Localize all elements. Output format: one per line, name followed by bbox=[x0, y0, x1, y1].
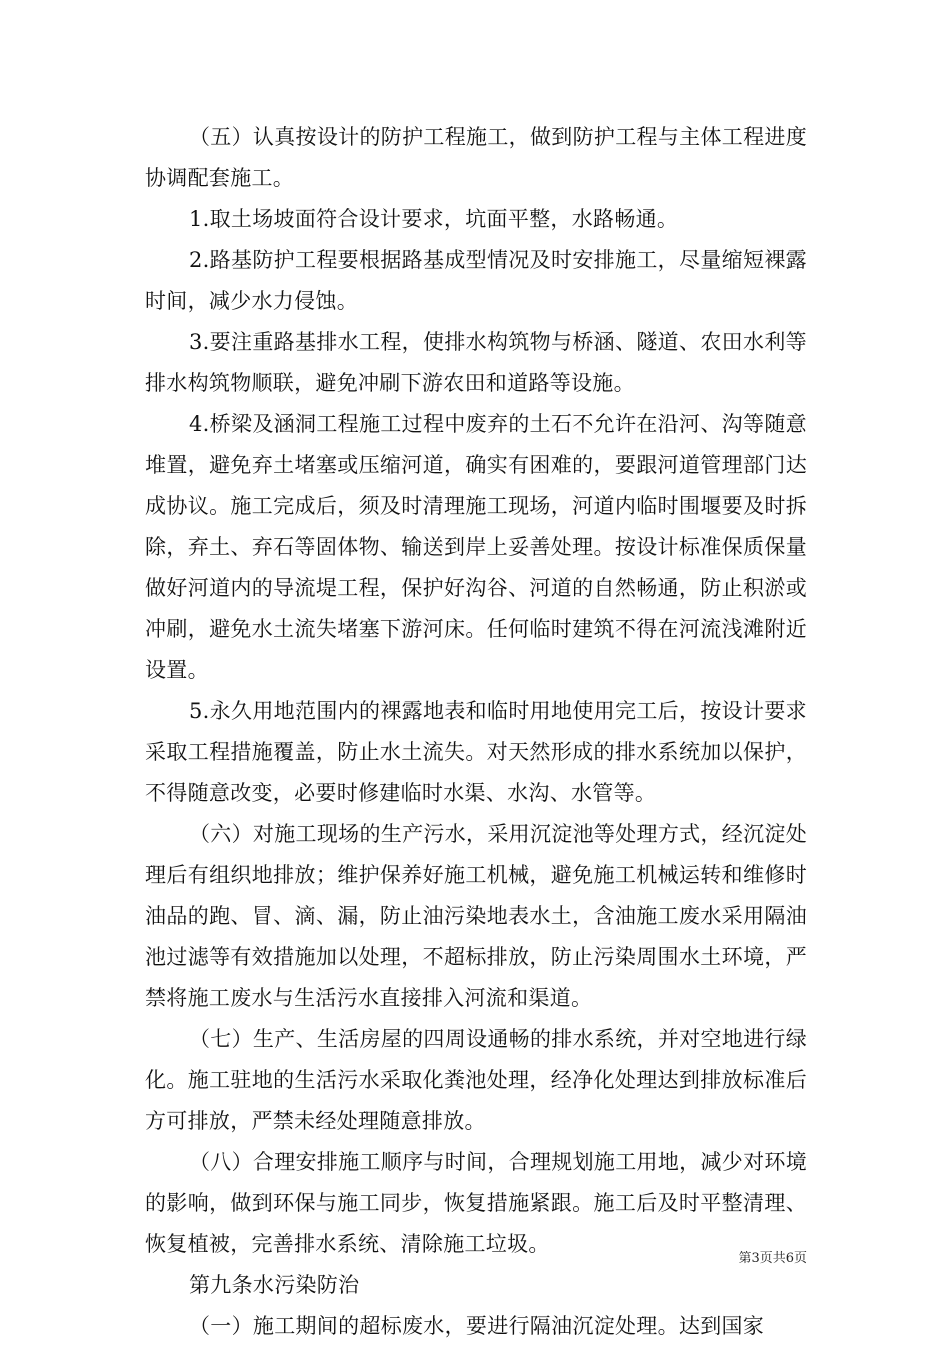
paragraph-item-2: 2.路基防护工程要根据路基成型情况及时安排施工，尽量缩短裸露时间，减少水力侵蚀。 bbox=[145, 248, 807, 313]
paragraph-item-5: 5.永久用地范围内的裸露地表和临时用地使用完工后，按设计要求采取工程措施覆盖，防止水土流失。对天然形成的排水系统加以保护，不得随意改变，必要时修建临时水渠、水沟、水管等。 bbox=[145, 699, 807, 805]
paragraph-5: （五）认真按设计的防护工程施工，做到防护工程与主体工程进度协调配套施工。 bbox=[145, 125, 807, 190]
paragraph-item-3: 3.要注重路基排水工程，使排水构筑物与桥涵、隧道、农田水利等排水构筑物顺联，避免冲刷下游农田和道路等设施。 bbox=[145, 330, 807, 395]
page-number-footer: 第3页共6页 bbox=[738, 1251, 807, 1266]
section-heading-article-9: 第九条水污染防治 bbox=[189, 1273, 360, 1297]
document-body bbox=[145, 117, 807, 1347]
paragraph-item-4: 4.桥梁及涵洞工程施工过程中废弃的土石不允许在沿河、沟等随意堆置，避免弃土堵塞或压缩河道，确实有困难的，要跟河道管理部门达成协议。施工完成后，须及时清理施工现场，河道内临时围堰要及时拆除，弃土、弃石等固体物、输送到岸上妥善处理。按设计标准保质保量做好河道内的导流堤工程，保护好沟谷、河道的自然畅通，防止积淤或冲刷，避免水土流失堵塞下游河床。任何临时建筑不得在河流浅滩附近设置。 bbox=[145, 412, 807, 682]
paragraph-8: （八）合理安排施工顺序与时间，合理规划施工用地，减少对环境的影响，做到环保与施工同步，恢复措施紧跟。施工后及时平整清理、恢复植被，完善排水系统、清除施工垃圾。 bbox=[145, 1150, 807, 1256]
paragraph-article-9-item-1: （一）施工期间的超标废水，要进行隔油沉淀处理。达到国家 bbox=[189, 1314, 765, 1338]
paragraph-6: （六）对施工现场的生产污水，采用沉淀池等处理方式，经沉淀处理后有组织地排放；维护保养好施工机械，避免施工机械运转和维修时油品的跑、冒、滴、漏，防止油污染地表水土，含油施工废水采用隔油池过滤等有效措施加以处理，不超标排放，防止污染周围水土环境，严禁将施工废水与生活污水直接排入河流和渠道。 bbox=[145, 822, 807, 1010]
paragraph-item-1: 1.取土场坡面符合设计要求，坑面平整，水路畅通。 bbox=[189, 207, 679, 231]
paragraph-7: （七）生产、生活房屋的四周设通畅的排水系统，并对空地进行绿化。施工驻地的生活污水采取化粪池处理，经净化处理达到排放标准后方可排放，严禁未经处理随意排放。 bbox=[145, 1027, 807, 1133]
